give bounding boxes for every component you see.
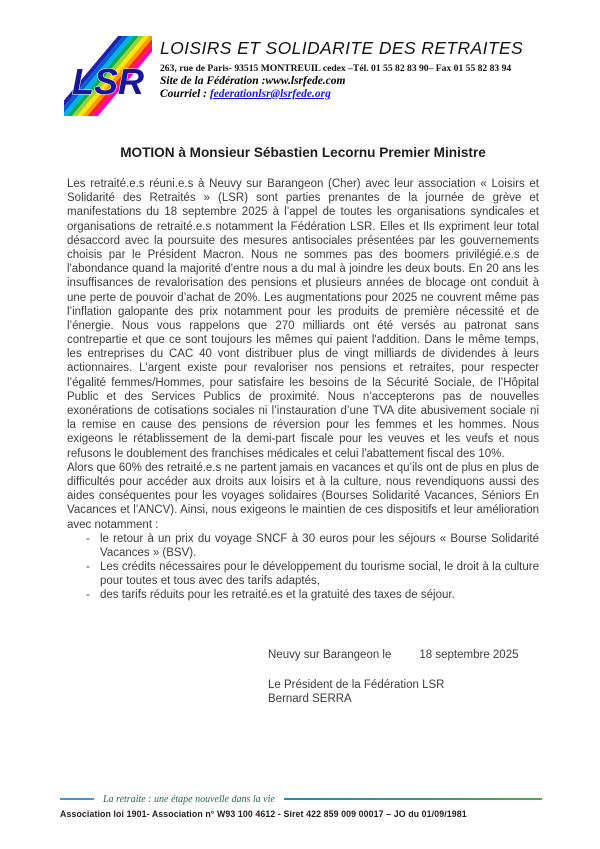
list-item-text: Les crédits nécessaires pour le développement du tourisme social, le droit à la culture pour toutes et tous avec des tarifs adaptés,: [100, 561, 539, 588]
footer-legal-line: Association loi 1901- Association n° W93 100 4612 - Siret 422 859 009 00017 – JO du 01/09/1981: [60, 809, 467, 819]
email-link[interactable]: federationlsr@lsrfede.org: [209, 88, 331, 100]
org-email-line: [160, 88, 523, 100]
motion-body: [67, 177, 539, 603]
list-item: [86, 588, 539, 602]
org-address: 263, rue de Paris- 93515 MONTREUIL cedex –Tél. 01 55 82 83 90– Fax 01 55 82 83 94: [160, 63, 512, 74]
org-block: [160, 36, 523, 116]
list-item-text: des tarifs réduits pour les retraité.es et la gratuité des taxes de séjour.: [100, 589, 455, 602]
footer-rule-short: [60, 798, 94, 800]
body-paragraph-2: Alors que 60% des retraité.e.s ne partent jamais en vacances et qu’ils ont de plus en plus de difficultés pour accéder aux droits aux loisirs et à la culture, nous revendiquons aussi des aides conséquentes pour les voyages solidaires (Bourses Solidarité Vacances, Séniors En Vacances et l’ANCV). Ainsi, nous exigeons le maintien de ces dispositifs et leur amélioration avec notamment :: [67, 461, 539, 531]
signature-block: [268, 678, 444, 707]
dateline-place: Neuvy sur Barangeon le: [268, 649, 392, 661]
dateline: [268, 649, 519, 661]
list-item: [86, 560, 539, 588]
list-item: [86, 532, 539, 560]
list-item-text: le retour à un prix du voyage SNCF à 30 euros pour les séjours « Bourse Solidarité Vacances » (BSV).: [100, 532, 539, 559]
body-paragraph-1: Les retraité.e.s réuni.e.s à Neuvy sur Barangeon (Cher) avec leur association « Loisirs et Solidarité des Retraités » (LSR) sont parties prenantes de la journée de grève et manifestations du 18 septembre 2025 à l’appel de toutes les organisations syndicales et organisations de retraité.e.s notamment la Fédération LSR. Elles et Ils expriment leur total désaccord avec la poursuite des mesures antisociales présentées par les gouvernements choisis par le Président Macron. Nous ne sommes pas des boomers privilégié.e.s de l'abondance quand la majorité d'entre nous a du mal à joindre les deux bouts. En 20 ans les insuffisances de revalorisation des pensions et plusieurs années de blocage ont conduit à une perte de pouvoir d’achat de 20%. Les augmentations pour 2025 ne couvrent même pas l’inflation galopante des prix notamment pour les produits de première nécessité et de l’énergie. Nous vous rappelons que 270 milliards ont été versés au patronat sans contrepartie et que ce sont toujours les mêmes qui paient l'addition. Dans le même temps, les entreprises du CAC 40 vont distribuer plus de vingt milliards de dividendes à leurs actionnaires. L'argent existe pour revaloriser nos pensions et retraites, pour respecter l’égalité femmes/Hommes, pour satisfaire les besoins de la Sécurité Sociale, de l’Hôpital Public et des Services Publics de proximité. Nous n’accepterons pas de nouvelles exonérations de cotisations sociales ni l’instauration d’une TVA dite abusivement sociale ni la remise en cause des pensions de réversion pour les femmes et les hommes. Nous exigeons le rétablissement de la demi-part fiscale pour les veuves et les veufs et nous refusons le doublement des franchises médicales et celui l'abattement fiscal des 10%.: [67, 178, 539, 460]
lsr-rainbow-logo-icon: [64, 36, 152, 116]
signature-name: Bernard SERRA: [268, 693, 352, 706]
footer-tagline: La retraite : une étape nouvelle dans la vie: [103, 793, 275, 805]
org-website-line: Site de la Fédération :www.lsrfede.com: [160, 75, 346, 87]
footer-tagline-row: [60, 794, 542, 804]
bullet-dash: -: [86, 561, 90, 574]
bullet-dash: -: [86, 532, 90, 545]
footer-rule-long: [284, 798, 542, 800]
signature-role: Le Président de la Fédération LSR: [268, 679, 445, 691]
letterhead: [64, 36, 523, 116]
logo-letters: LSR: [72, 61, 144, 102]
email-label: Courriel :: [160, 88, 207, 100]
dateline-date: 18 septembre 2025: [419, 649, 519, 661]
motion-title: MOTION à Monsieur Sébastien Lecornu Premier Ministre: [120, 145, 486, 160]
bullet-dash: -: [86, 589, 90, 602]
page-footer: [60, 794, 542, 819]
demands-list: [67, 532, 539, 603]
org-name: LOISIRS ET SOLIDARITE DES RETRAITES: [160, 38, 524, 58]
